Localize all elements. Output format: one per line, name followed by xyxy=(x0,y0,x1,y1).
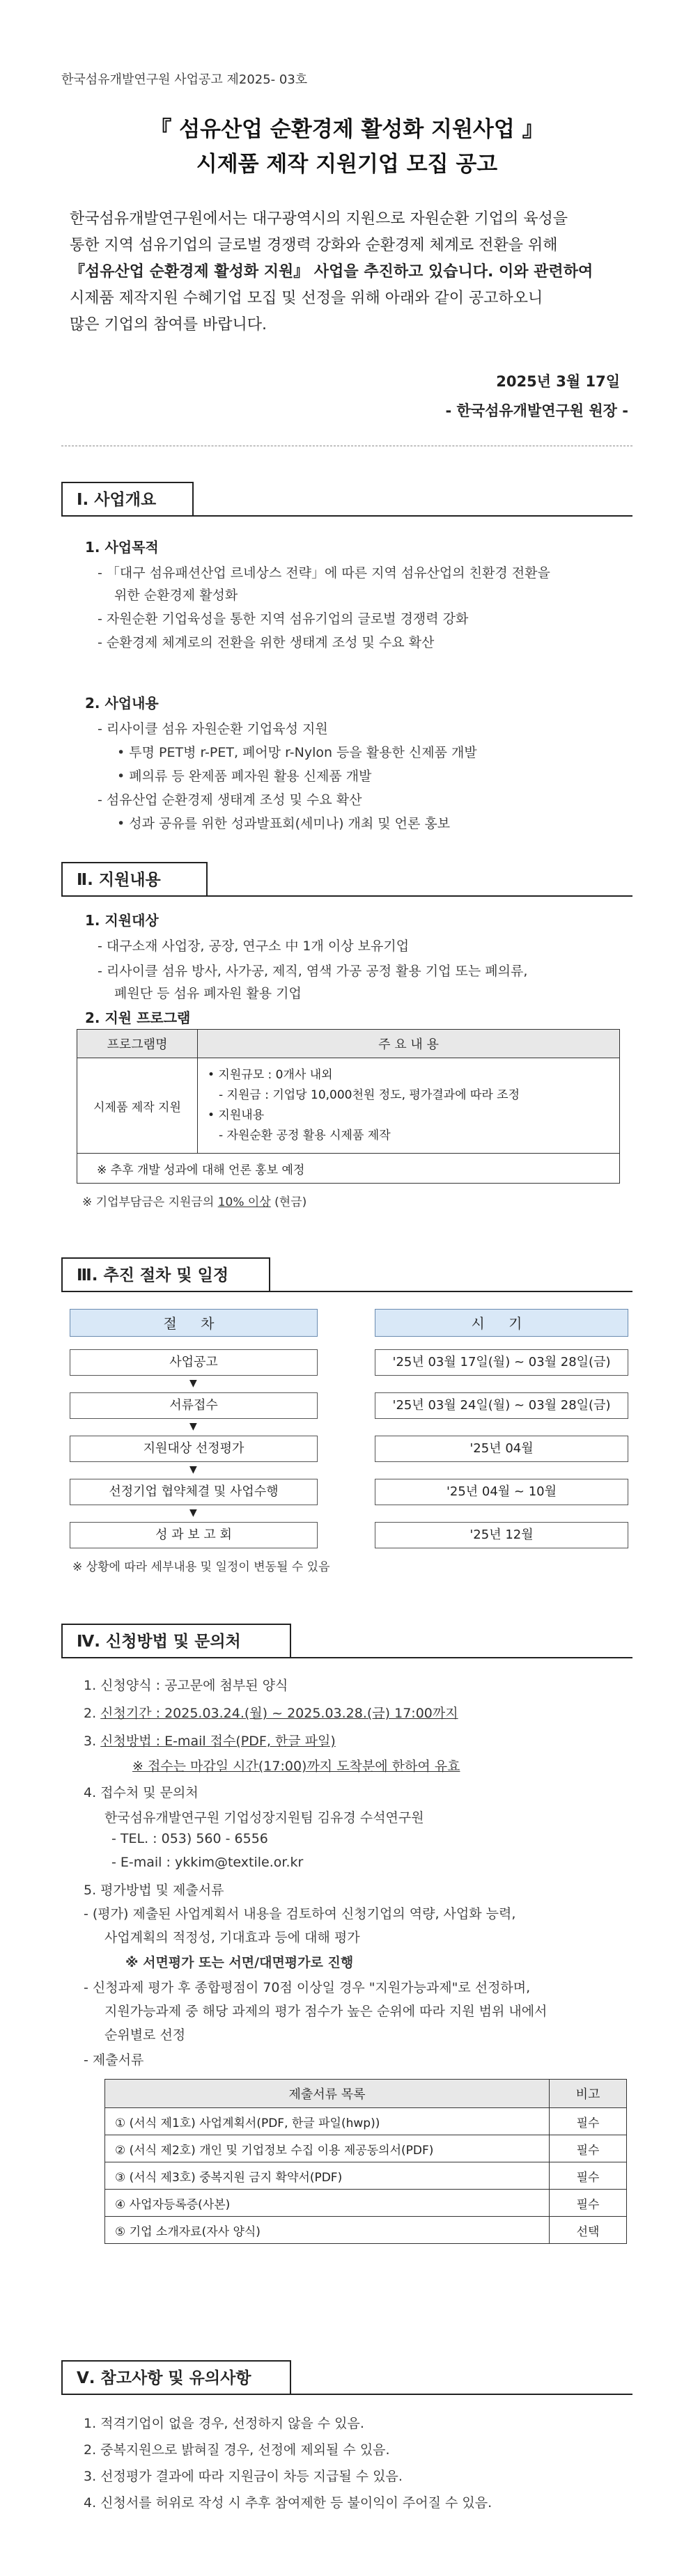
schedule-date: '25년 04월 ~ 10월 xyxy=(375,1479,628,1505)
sec2-target-line: - 리사이클 섬유 방사, 사가공, 제직, 염색 가공 공정 활용 기업 또는 폐의류, xyxy=(98,964,528,979)
caution-item: 1. 적격기업이 없을 경우, 선정하지 않을 수 있음. xyxy=(84,2416,364,2431)
doc-note: 필수 xyxy=(550,2190,627,2217)
doc-name: ③ (서식 제3호) 중복지원 금지 확약서(PDF) xyxy=(105,2162,550,2190)
intro-line: 한국섬유개발연구원에서는 대구광역시의 지원으로 자원순환 기업의 육성을 xyxy=(70,210,568,228)
arrow-down-icon: ▼ xyxy=(189,1378,197,1389)
burden-note xyxy=(82,1192,306,1209)
program-table-note: ※ 추후 개발 성과에 대해 언론 홍보 예정 xyxy=(77,1154,620,1184)
contact-org: 한국섬유개발연구원 기업성장지원팀 김유경 수석연구원 xyxy=(104,1810,424,1825)
docs-table xyxy=(104,2079,627,2244)
page-title-line1: 『 섬유산업 순환경제 활성화 지원사업 』 xyxy=(150,117,544,142)
apply-method-note xyxy=(132,1756,460,1775)
apply-period xyxy=(84,1703,458,1722)
sec2-target-line: 폐원단 등 섬유 폐자원 활용 기업 xyxy=(114,986,302,1001)
schedule-step: 서류접수 xyxy=(70,1392,318,1419)
doc-name: ④ 사업자등록증(사본) xyxy=(105,2190,550,2217)
sec1-content-line: - 섬유산업 순환경제 생태계 조성 및 수요 확산 xyxy=(98,792,362,808)
eval-heading: 5. 평가방법 및 제출서류 xyxy=(84,1883,224,1898)
schedule-head-date: 시 기 xyxy=(375,1309,628,1337)
doc-note: 필수 xyxy=(550,2108,627,2135)
program-detail-cell xyxy=(198,1058,620,1154)
eval-line: 지원가능과제 중 해당 과제의 평가 점수가 높은 순위에 따라 지원 범위 내에서 xyxy=(104,2004,548,2019)
doc-name: ⑤ 기업 소개자료(자사 양식) xyxy=(105,2217,550,2244)
sec1-purpose-line: - 「대구 섬유패션산업 르네상스 전략」에 따른 지역 섬유산업의 친환경 전환을 xyxy=(98,565,550,581)
docs-table-header: 비고 xyxy=(550,2080,627,2108)
intro-line: 시제품 제작지원 수혜기업 모집 및 선정을 위해 아래와 같이 공고하오니 xyxy=(70,290,543,307)
page-title-line2: 시제품 제작 지원기업 모집 공고 xyxy=(196,152,498,177)
sec1-purpose-heading: 1. 사업목적 xyxy=(85,539,159,556)
doc-name: ① (서식 제1호) 사업계획서(PDF, 한글 파일(hwp)) xyxy=(105,2108,550,2135)
sec1-purpose-line: - 순환경제 체계로의 전환을 위한 생태계 조성 및 수요 확산 xyxy=(98,635,435,650)
schedule-step: 사업공고 xyxy=(70,1349,318,1376)
sec2-target-heading: 1. 지원대상 xyxy=(85,912,159,929)
docs-heading: - 제출서류 xyxy=(84,2052,144,2068)
arrow-down-icon: ▼ xyxy=(189,1421,197,1432)
program-name-cell: 시제품 제작 지원 xyxy=(77,1058,198,1154)
table-row xyxy=(105,2217,627,2244)
schedule-date: '25년 12월 xyxy=(375,1522,628,1548)
schedule-head-step: 절 차 xyxy=(70,1309,318,1337)
program-detail-line: - 자원순환 공정 활용 시제품 제작 xyxy=(219,1129,391,1142)
section-4-rule xyxy=(61,1657,632,1658)
apply-method-note-text: ※ 접수는 마감일 시간(17:00)까지 도착분에 한하여 유효 xyxy=(132,1759,460,1774)
intro-line: 『섬유산업 순환경제 활성화 지원』 사업을 추진하고 있습니다. 이와 관련하여 xyxy=(70,263,593,281)
section-5-header: Ⅴ. 참고사항 및 유의사항 xyxy=(61,2360,291,2395)
arrow-down-icon: ▼ xyxy=(189,1464,197,1475)
sec1-content-line: - 리사이클 섬유 자원순환 기업육성 지원 xyxy=(98,721,328,737)
section-5-rule xyxy=(61,2394,632,2395)
caution-item: 3. 선정평가 결과에 따라 지원금이 차등 지급될 수 있음. xyxy=(84,2469,403,2484)
sec1-content-line: • 투명 PET병 r-PET, 폐어망 r-Nylon 등을 활용한 신제품 개발 xyxy=(117,745,477,760)
schedule-date: '25년 03월 17일(월) ~ 03월 28일(금) xyxy=(375,1349,628,1376)
sec1-purpose-line: 위한 순환경제 활성화 xyxy=(114,588,238,603)
notice-date: 2025년 3월 17일 xyxy=(496,373,620,390)
apply-method-text: 신청방법 : E-mail 접수(PDF, 한글 파일) xyxy=(100,1734,336,1749)
apply-period-text: 신청기간 : 2025.03.24.(월) ~ 2025.03.28.(금) 17:00까지 xyxy=(100,1706,458,1721)
section-2-header: Ⅱ. 지원내용 xyxy=(61,862,208,897)
sec1-content-line: • 성과 공유를 위한 성과발표회(세미나) 개최 및 언론 홍보 xyxy=(117,816,451,831)
doc-note: 선택 xyxy=(550,2217,627,2244)
notice-signer: - 한국섬유개발연구원 원장 - xyxy=(445,402,628,419)
burden-note-text: ※ 기업부담금은 지원금의 xyxy=(82,1195,218,1209)
contact-tel: - TEL. : 053) 560 - 6556 xyxy=(111,1831,268,1846)
program-detail-line: - 지원금 : 기업당 10,000천원 정도, 평가결과에 따라 조정 xyxy=(219,1088,520,1102)
schedule-date: '25년 04월 xyxy=(375,1436,628,1462)
eval-note: ※ 서면평가 또는 서면/대면평가로 진행 xyxy=(125,1955,354,1970)
apply-method xyxy=(84,1731,336,1750)
apply-method-num: 3. xyxy=(84,1734,101,1749)
eval-line: 사업계획의 적정성, 기대효과 등에 대해 평가 xyxy=(104,1930,360,1945)
caution-item: 2. 중복지원으로 밝혀질 경우, 선정에 제외될 수 있음. xyxy=(84,2442,390,2458)
schedule-step: 성 과 보 고 회 xyxy=(70,1522,318,1548)
apply-period-num: 2. xyxy=(84,1706,101,1721)
contact-heading: 4. 접수처 및 문의처 xyxy=(84,1785,199,1800)
burden-note-text: (현금) xyxy=(270,1195,307,1209)
section-3-header: Ⅲ. 추진 절차 및 일정 xyxy=(61,1257,270,1292)
contact-email: - E-mail : ykkim@textile.or.kr xyxy=(111,1855,304,1870)
caution-item: 4. 신청서를 허위로 작성 시 추후 참여제한 등 불이익이 주어질 수 있음. xyxy=(84,2495,492,2511)
eval-line: 순위별로 선정 xyxy=(104,2027,186,2043)
apply-form: 1. 신청양식 : 공고문에 첨부된 양식 xyxy=(84,1678,288,1693)
section-2-rule xyxy=(61,895,632,897)
intro-line: 많은 기업의 참여를 바랍니다. xyxy=(70,316,267,333)
program-table-header: 프로그램명 xyxy=(77,1030,198,1058)
table-row xyxy=(105,2108,627,2135)
sec1-content-line: • 폐의류 등 완제품 폐자원 활용 신제품 개발 xyxy=(117,769,372,784)
table-row xyxy=(105,2190,627,2217)
schedule-step: 선정기업 협약체결 및 사업수행 xyxy=(70,1479,318,1505)
schedule-step: 지원대상 선정평가 xyxy=(70,1436,318,1462)
sec2-target-line: - 대구소재 사업장, 공장, 연구소 中 1개 이상 보유기업 xyxy=(98,938,410,954)
section-1-header: Ⅰ. 사업개요 xyxy=(61,482,194,517)
sec1-content-heading: 2. 사업내용 xyxy=(85,695,159,712)
table-row xyxy=(105,2162,627,2190)
sec2-program-heading: 2. 지원 프로그램 xyxy=(85,1010,191,1026)
sec1-purpose-line: - 자원순환 기업육성을 통한 지역 섬유기업의 글로벌 경쟁력 강화 xyxy=(98,611,469,627)
intro-line: 통한 지역 섬유기업의 글로벌 경쟁력 강화와 순환경제 체계로 전환을 위해 xyxy=(70,237,558,254)
program-detail-line: • 지원규모 : 0개사 내외 xyxy=(208,1068,333,1082)
eval-line: - (평가) 제출된 사업계획서 내용을 검토하여 신청기업의 역량, 사업화 능력, xyxy=(84,1906,516,1922)
schedule-date: '25년 03월 24일(월) ~ 03월 28일(금) xyxy=(375,1392,628,1419)
doc-note: 필수 xyxy=(550,2135,627,2162)
program-table xyxy=(77,1029,620,1184)
eval-line: - 신청과제 평가 후 종합평점이 70점 이상일 경우 "지원가능과제"로 선정하며, xyxy=(84,1980,531,1995)
burden-note-emph: 10% 이상 xyxy=(217,1195,271,1209)
table-row xyxy=(105,2135,627,2162)
section-4-header: Ⅳ. 신청방법 및 문의처 xyxy=(61,1624,291,1658)
arrow-down-icon: ▼ xyxy=(189,1507,197,1518)
program-table-header: 주 요 내 용 xyxy=(198,1030,620,1058)
intro-paragraph xyxy=(70,206,627,338)
program-detail-line: • 지원내용 xyxy=(208,1108,265,1122)
schedule-note: ※ 상황에 따라 세부내용 및 일정이 변동될 수 있음 xyxy=(72,1560,330,1574)
section-1-rule xyxy=(61,515,632,517)
doc-name: ② (서식 제2호) 개인 및 기업정보 수집 이용 제공동의서(PDF) xyxy=(105,2135,550,2162)
notice-number: 한국섬유개발연구원 사업공고 제2025- 03호 xyxy=(61,72,308,87)
docs-table-header: 제출서류 목록 xyxy=(105,2080,550,2108)
section-3-rule xyxy=(61,1291,632,1292)
doc-note: 필수 xyxy=(550,2162,627,2190)
